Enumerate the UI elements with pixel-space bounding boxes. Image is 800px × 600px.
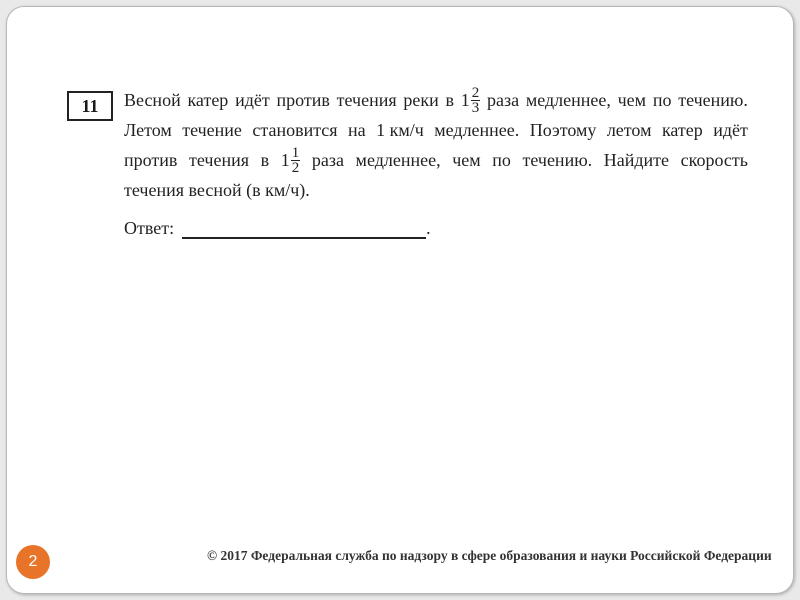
word: Найдите bbox=[603, 149, 670, 170]
mixed-fraction bbox=[281, 146, 301, 175]
word: медленнее, bbox=[355, 149, 441, 170]
word: медленнее, bbox=[525, 89, 611, 110]
problem-line-3 bbox=[124, 145, 748, 175]
answer-row bbox=[124, 213, 748, 239]
word: реки bbox=[403, 89, 439, 110]
word: раза bbox=[311, 149, 344, 170]
task-number-box bbox=[67, 91, 113, 121]
problem-line-1 bbox=[124, 85, 748, 115]
fraction-numerator: 2 bbox=[471, 84, 480, 101]
word: катер bbox=[187, 89, 229, 110]
word: Весной bbox=[124, 89, 181, 110]
word: 1 км/ч bbox=[376, 119, 424, 140]
word: течения bbox=[189, 149, 250, 170]
word: раза bbox=[487, 89, 520, 110]
fraction-denominator: 3 bbox=[471, 99, 480, 116]
problem-line-4 bbox=[124, 175, 748, 205]
word: по bbox=[652, 89, 672, 110]
word: летом bbox=[606, 119, 652, 140]
answer-label: Ответ: bbox=[124, 218, 175, 238]
word: идёт bbox=[713, 119, 748, 140]
word: скорость bbox=[680, 149, 748, 170]
word: течению. bbox=[522, 149, 593, 170]
word: чем bbox=[617, 89, 647, 110]
slide bbox=[6, 6, 794, 594]
word: течению. bbox=[678, 89, 748, 110]
fraction-numerator: 1 bbox=[291, 144, 300, 161]
word: на bbox=[348, 119, 366, 140]
problem-text bbox=[124, 85, 748, 239]
fraction-denominator: 2 bbox=[291, 159, 300, 176]
problem-line-2 bbox=[124, 115, 748, 145]
fraction-whole: 1 bbox=[460, 89, 470, 110]
page-number-badge bbox=[16, 545, 50, 579]
word: течение bbox=[182, 119, 242, 140]
word: чем bbox=[452, 149, 481, 170]
word: становится bbox=[252, 119, 338, 140]
fraction bbox=[291, 146, 301, 175]
word: в bbox=[260, 149, 270, 170]
word: против bbox=[276, 89, 330, 110]
copyright-footer: © 2017 Федеральная служба по надзору в сфере образования и науки Российской Федерации bbox=[207, 548, 772, 563]
mixed-fraction bbox=[461, 86, 481, 115]
page-number: 2 bbox=[28, 553, 38, 570]
word: в bbox=[445, 89, 454, 110]
word: по bbox=[492, 149, 511, 170]
word: течения bbox=[336, 89, 397, 110]
answer-period: . bbox=[426, 218, 431, 238]
fraction-whole: 1 bbox=[280, 149, 290, 170]
problem-line-4-text: течения весной (в км/ч). bbox=[124, 179, 310, 200]
word: катер bbox=[661, 119, 703, 140]
word: Поэтому bbox=[529, 119, 597, 140]
word: медленнее. bbox=[434, 119, 520, 140]
word: против bbox=[124, 149, 178, 170]
word: идёт bbox=[235, 89, 270, 110]
word: Летом bbox=[124, 119, 172, 140]
answer-blank[interactable] bbox=[182, 219, 426, 239]
task-number: 11 bbox=[81, 95, 99, 116]
fraction bbox=[471, 86, 481, 115]
